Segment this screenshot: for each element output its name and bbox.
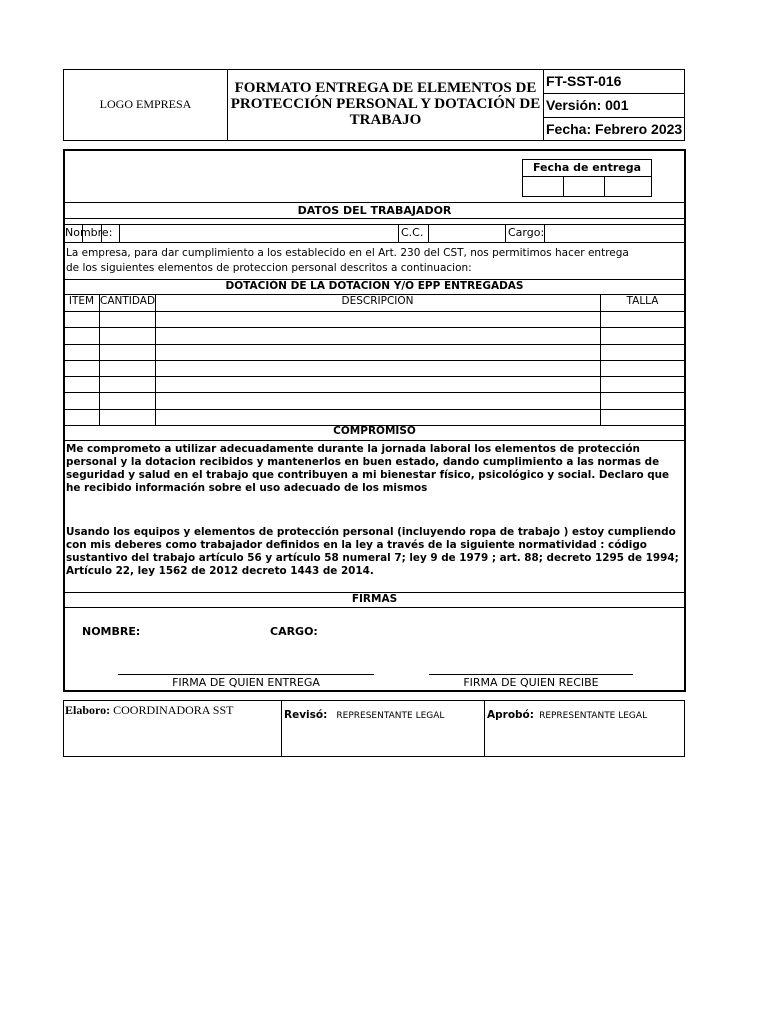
delivery-date-label: Fecha de entrega	[532, 161, 642, 174]
delivery-year-field[interactable]	[605, 177, 651, 196]
company-logo-placeholder: LOGO EMPRESA	[99, 97, 192, 111]
worker-name-label: Nombre:	[65, 226, 113, 239]
worker-cc-field[interactable]	[429, 225, 504, 241]
delivery-day-field[interactable]	[523, 177, 563, 196]
signature-position-label: CARGO:	[270, 625, 318, 638]
table-row[interactable]	[64, 410, 685, 425]
signatures-title: FIRMAS	[351, 593, 398, 605]
table-row[interactable]	[64, 312, 685, 327]
items-section-title: DOTACIÓN DE LA DOTACION Y/O EPP ENTREGADAS	[225, 280, 524, 292]
aprobo-value: REPRESENTANTE LEGAL	[539, 711, 648, 721]
receiver-signature-line[interactable]	[429, 674, 633, 675]
worker-position-label: Cargo:	[508, 226, 545, 239]
elaboro-value: COORDINADORA SST	[113, 703, 234, 717]
form-title: FORMATO ENTREGA DE ELEMENTOS DE PROTECCIÓN PERSONAL Y DOTACIÓN DE TRABAJO	[230, 80, 541, 128]
reviso-value: REPRESENTANTE LEGAL	[336, 711, 445, 721]
col-header-size: TALLA	[626, 295, 659, 307]
table-row[interactable]	[64, 328, 685, 343]
table-row[interactable]	[64, 393, 685, 408]
receiver-signature-label: FIRMA DE QUIEN RECIBE	[463, 676, 599, 689]
worker-data-title: DATOS DEL TRABAJADOR	[297, 204, 452, 217]
worker-position-field[interactable]	[545, 225, 685, 241]
commitment-paragraph-1: Me comprometo a utilizar adecuadamente durante la jornada laboral los elementos de protección personal y la dotacion recibidos y mantenerlos en buen estado, dando cumplimiento a las normas de seguridad y salud en el trabajo que contribuyen a mi bienestar físico, psicológico y social. Declaro que he recibido información sobre el uso adecuado de los mismos	[66, 443, 670, 494]
reviso-row	[284, 703, 444, 722]
aprobo-label: Aprobó:	[487, 709, 534, 721]
giver-signature-line[interactable]	[118, 674, 374, 675]
delivery-month-field[interactable]	[564, 177, 604, 196]
giver-signature-label: FIRMA DE QUIEN ENTREGA	[172, 676, 320, 689]
reviso-label: Revisó:	[284, 709, 328, 721]
form-version: Versión: 001	[546, 97, 629, 113]
signature-name-label: NOMBRE:	[82, 625, 141, 638]
intro-line-1: La empresa, para dar cumplimiento a los establecido en el Art. 230 del CST, nos permitimos hacer entrega	[66, 247, 629, 259]
table-row[interactable]	[64, 361, 685, 376]
intro-line-2: de los siguientes elementos de proteccion personal descritos a continuacion:	[66, 262, 472, 274]
worker-name-field[interactable]	[120, 225, 397, 241]
elaboro-label: Elaboro:	[65, 703, 111, 717]
col-header-description: DESCRIPCION	[341, 295, 414, 307]
table-row[interactable]	[64, 345, 685, 360]
col-header-quantity: CANTIDAD	[100, 295, 156, 307]
worker-cc-label: C.C.	[401, 226, 424, 239]
table-row[interactable]	[64, 377, 685, 392]
form-code: FT-SST-016	[546, 73, 622, 89]
form-date: Fecha: Febrero 2023	[546, 121, 683, 137]
col-header-item: ITEM	[68, 295, 95, 307]
commitment-title: COMPROMISO	[333, 425, 416, 437]
elaboro-row	[65, 703, 233, 718]
commitment-paragraph-2: Usando los equipos y elementos de protección personal (incluyendo ropa de trabajo ) estoy cumpliendo con mis deberes como trabajador definidos en la ley a través de la siguiente normatividad : código sustantivo del trabajo artículo 56 y artículo 58 numeral 7; ley 9 de 1979 ; art. 88; decreto 1295 de 1994; Artículo 22, ley 1562 de 2012 decreto 1443 de 2014.	[66, 526, 679, 577]
aprobo-row	[487, 703, 647, 722]
